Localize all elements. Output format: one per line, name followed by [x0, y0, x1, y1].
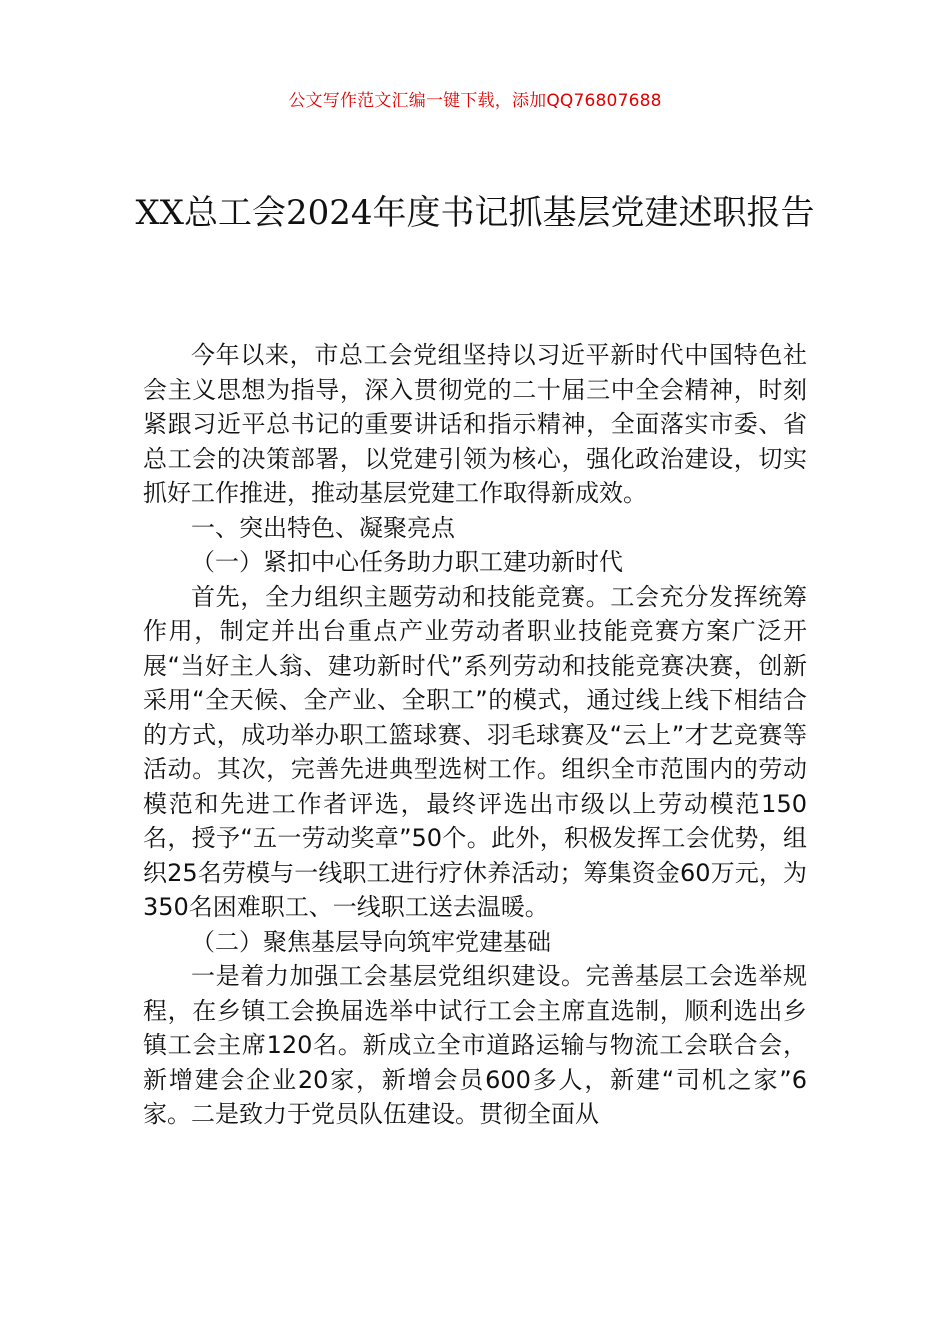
subsection-heading-2: （二）聚焦基层导向筑牢党建基础: [191, 927, 551, 956]
subsection-1-paragraph: 首先，全力组织主题劳动和技能竞赛。工会充分发挥统筹作用，制定并出台重点产业劳动者职业技能竞赛方案广泛开展“当好主人翁、建功新时代”系列劳动和技能竞赛决赛，创新采用“全天候、全产业、全职工”的模式，通过线上线下相结合的方式，成功举办职工篮球赛、羽毛球赛及“云上”才艺竞赛等活动。其次，完善先进典型选树工作。组织全市范围内的劳动模范和先进工作者评选，最终评选出市级以上劳动模范150名，授予“五一劳动奖章”50个。此外，积极发挥工会优势，组织25名劳模与一线职工进行疗休养活动；筹集资金60万元，为350名困难职工、一线职工送去温暖。: [143, 582, 807, 921]
document-title: XX总工会2024年度书记抓基层党建述职报告: [135, 193, 815, 233]
subsection-2-paragraph: 一是着力加强工会基层党组织建设。完善基层工会选举规程，在乡镇工会换届选举中试行工会主席直选制，顺利选出乡镇工会主席120名。新成立全市道路运输与物流工会联合会，新增建会企业20家，新增会员600多人，新建“司机之家”6家。二是致力于党员队伍建设。贯彻全面从: [143, 962, 807, 1128]
intro-paragraph: 今年以来，市总工会党组坚持以习近平新时代中国特色社会主义思想为指导，深入贯彻党的二十届三中全会精神，时刻紧跟习近平总书记的重要讲话和指示精神，全面落实市委、省总工会的决策部署，以党建引领为核心，强化政治建设，切实抓好工作推进，推动基层党建工作取得新成效。: [143, 341, 807, 507]
subsection-heading-1: （一）紧扣中心任务助力职工建功新时代: [191, 548, 623, 576]
section-heading-1: 一、突出特色、凝聚亮点: [191, 513, 455, 542]
document-body: [143, 338, 807, 1132]
download-banner-text: 公文写作范文汇编一键下载，添加QQ76807688: [288, 91, 662, 111]
